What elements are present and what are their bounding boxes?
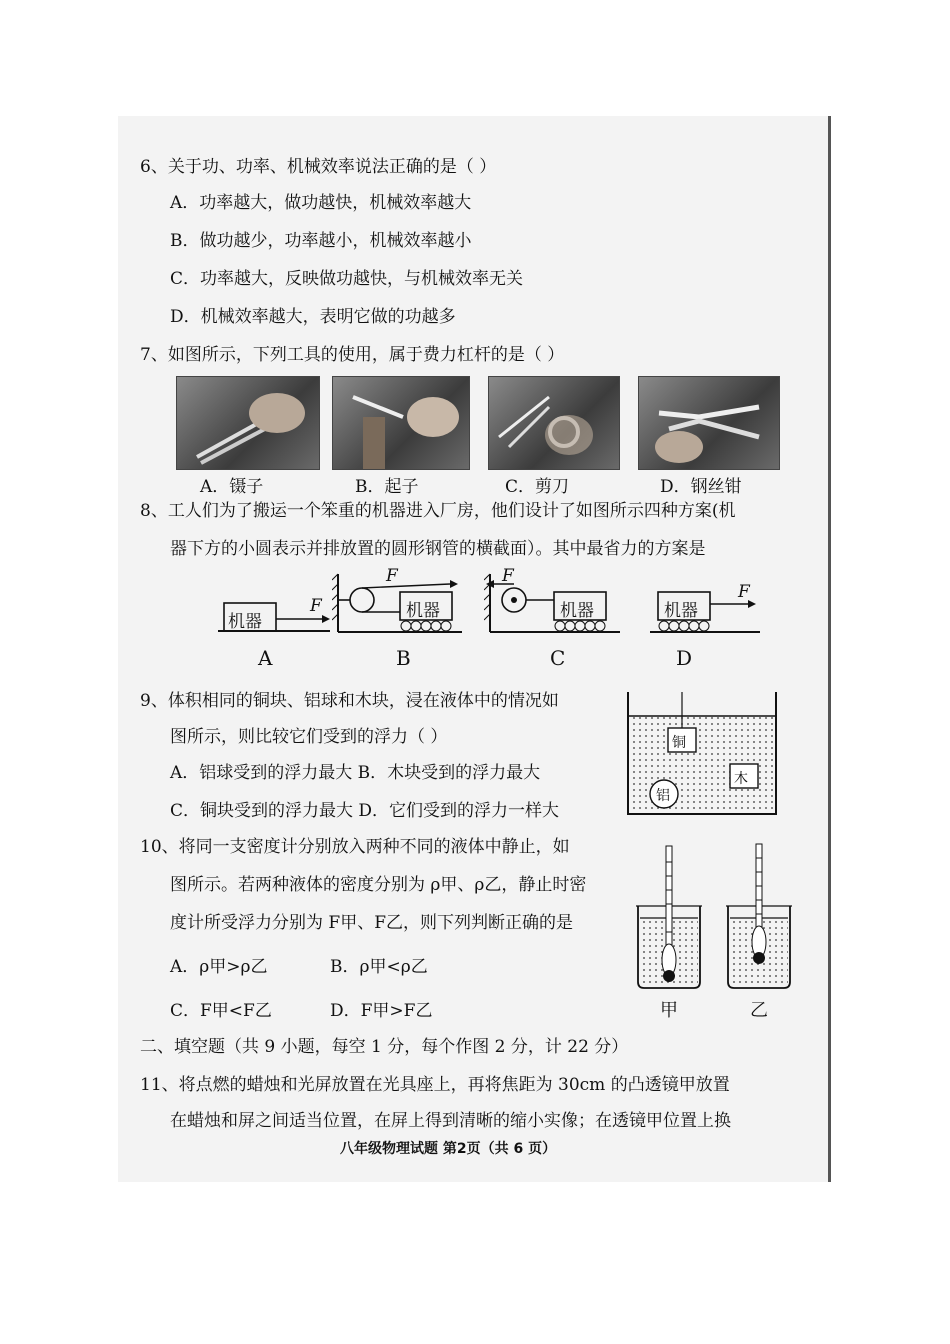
q11-line1: 11、将点燃的蜡烛和光屏放置在光具座上，再将焦距为 30cm 的凸透镜甲放置 bbox=[140, 1075, 730, 1095]
q9-line1: 9、体积相同的铜块、铝球和木块，浸在液体中的情况如 bbox=[140, 691, 559, 711]
scheme-b-diagram bbox=[332, 570, 467, 636]
page-footer: 八年级物理试题 第2页（共 6 页） bbox=[340, 1141, 557, 1157]
q6-stem: 6、关于功、功率、机械效率说法正确的是（ ） bbox=[140, 157, 497, 177]
tweezers-photo bbox=[176, 376, 320, 470]
beaker-label-left: 甲 bbox=[660, 1000, 678, 1021]
q11-line2: 在蜡烛和屏之间适当位置，在屏上得到清晰的缩小实像；在透镜甲位置上换 bbox=[170, 1111, 731, 1131]
q10-line1: 10、将同一支密度计分别放入两种不同的液体中静止，如 bbox=[140, 837, 570, 857]
q7-stem: 7、如图所示，下列工具的使用，属于费力杠杆的是（ ） bbox=[140, 345, 565, 365]
machine-label-c: 机器 bbox=[560, 601, 594, 621]
q9-options-ab: A．铝球受到的浮力最大 B．木块受到的浮力最大 bbox=[170, 763, 541, 783]
force-label-c: F bbox=[502, 566, 514, 586]
caption-opener: B．起子 bbox=[355, 477, 419, 497]
machine-label-a: 机器 bbox=[228, 612, 262, 632]
wire-pliers-photo bbox=[638, 376, 780, 470]
scheme-letter-b: B bbox=[396, 646, 411, 670]
buoyancy-container-diagram bbox=[626, 692, 778, 816]
force-label-d: F bbox=[738, 582, 750, 602]
copper-label: 铜 bbox=[672, 735, 686, 751]
scheme-letter-a: A bbox=[258, 646, 273, 670]
q10-option-d: D．F甲>F乙 bbox=[330, 1001, 433, 1021]
q9-line2: 图所示，则比较它们受到的浮力（ ） bbox=[170, 727, 448, 747]
hydrometer-beaker-left bbox=[636, 842, 704, 992]
scheme-letter-d: D bbox=[676, 646, 693, 670]
q8-line2: 器下方的小圆表示并排放置的圆形钢管的横截面）。其中最省力的方案是 bbox=[170, 539, 706, 559]
wood-label: 木 bbox=[734, 771, 748, 787]
q8-line1: 8、工人们为了搬运一个笨重的机器进入厂房，他们设计了如图所示四种方案(机 bbox=[140, 501, 736, 521]
caption-tweezers: A．镊子 bbox=[200, 477, 264, 497]
q10-line2: 图所示。若两种液体的密度分别为 ρ甲、ρ乙，静止时密 bbox=[170, 875, 587, 895]
force-label-b: F bbox=[386, 566, 398, 586]
beaker-label-right: 乙 bbox=[750, 1000, 768, 1021]
q6-option-c: C．功率越大，反映做功越快，与机械效率无关 bbox=[170, 269, 524, 289]
q6-option-d: D．机械效率越大，表明它做的功越多 bbox=[170, 307, 456, 327]
section-2-heading: 二、填空题（共 9 小题，每空 1 分，每个作图 2 分，计 22 分） bbox=[140, 1037, 629, 1057]
q6-option-a: A．功率越大，做功越快，机械效率越大 bbox=[170, 193, 472, 213]
q10-option-a: A．ρ甲>ρ乙 bbox=[170, 957, 268, 977]
q6-option-b: B．做功越少，功率越小，机械效率越小 bbox=[170, 231, 472, 251]
scissors-photo bbox=[488, 376, 620, 470]
q10-line3: 度计所受浮力分别为 F甲、F乙，则下列判断正确的是 bbox=[170, 913, 573, 933]
force-label-a: F bbox=[310, 596, 322, 616]
machine-label-b: 机器 bbox=[406, 601, 440, 621]
q10-option-b: B．ρ甲<ρ乙 bbox=[330, 957, 428, 977]
q10-option-c: C．F甲<F乙 bbox=[170, 1001, 272, 1021]
caption-pliers: D．钢丝钳 bbox=[660, 477, 742, 497]
scheme-letter-c: C bbox=[550, 646, 566, 670]
hydrometer-beaker-right bbox=[726, 842, 794, 992]
bottle-opener-photo bbox=[332, 376, 470, 470]
caption-scissors: C．剪刀 bbox=[505, 477, 570, 497]
aluminum-label: 铝 bbox=[656, 788, 670, 804]
q9-options-cd: C．铜块受到的浮力最大 D．它们受到的浮力一样大 bbox=[170, 801, 560, 821]
machine-label-d: 机器 bbox=[664, 601, 698, 621]
